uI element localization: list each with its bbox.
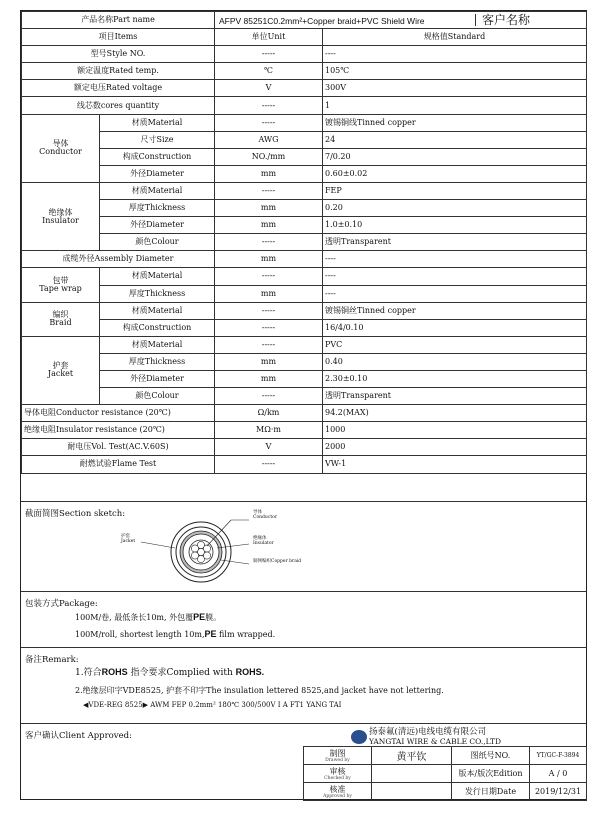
tape-thickness-unit: mm (215, 285, 323, 302)
jacket-colour-label: 颜色Colour (100, 388, 215, 405)
insulator-thickness-unit: mm (215, 200, 323, 217)
insulator-colour-label: 颜色Colour (100, 234, 215, 251)
tape-group: 包带 Tape wrap (22, 268, 100, 302)
jacket-thickness-value: 0.40 (323, 353, 587, 370)
signature-table (303, 746, 587, 801)
conductor-diameter-label: 外径Diameter (100, 165, 215, 182)
conductor-size-value: 24 (323, 131, 587, 148)
package-label: 包装方式Package: (25, 599, 98, 609)
conductor-diameter-unit: mm (215, 165, 323, 182)
package-line-1: 100M/卷, 最低条长10m, 外包覆PE膜。 (75, 612, 222, 622)
conductor-diameter-value: 0.60±0.02 (323, 165, 587, 182)
checked-by-name (372, 765, 452, 783)
company-name: 扬泰氟(清远)电线电缆有限公司 YANGTAI WIRE & CABLE CO.,LTD (369, 727, 502, 746)
cond-res-value: 94.2(MAX) (323, 405, 587, 422)
conductor-size-label: 尺寸Size (100, 131, 215, 148)
package-section (21, 591, 586, 648)
assembly-label: 成缆外径Assembly Diameter (22, 251, 215, 268)
style-label: 型号Style NO. (22, 46, 215, 63)
package-line-2: 100M/roll, shortest length 10m,PE film wrapped. (75, 629, 276, 639)
cond-res-label: 导体电阻Conductor resistance (20℃) (22, 405, 215, 422)
callout-jacket: 护套 Jacket (121, 534, 136, 545)
jacket-material-unit: ----- (215, 336, 323, 353)
assembly-value: ---- (323, 251, 587, 268)
vol-test-label: 耐电压Vol. Test(AC.V.60S) (22, 439, 215, 456)
ins-res-label: 绝缘电阻Insulator resistance (20℃) (22, 422, 215, 439)
conductor-construction-label: 构成Construction (100, 148, 215, 165)
cable-cross-section-icon (81, 508, 381, 590)
remark-line-3: ◀VDE-REG 8525▶ AWM FEP 0.2mm² 180℃ 300/500V I A FT1 YANG TAI (83, 701, 342, 709)
tape-material-label: 材质Material (100, 268, 215, 285)
drawing-no-value: YT/GC-F-3894 (530, 747, 587, 765)
flame-value: VW-1 (323, 456, 587, 473)
jacket-thickness-unit: mm (215, 353, 323, 370)
cores-unit: ----- (215, 97, 323, 114)
drawn-by-name: 黄平钦 (372, 747, 452, 765)
remark-section (21, 647, 586, 724)
style-unit: ----- (215, 46, 323, 63)
date-value: 2019/12/31 (530, 783, 587, 801)
cores-label: 线芯数cores quantity (22, 97, 215, 114)
tape-material-unit: ----- (215, 268, 323, 285)
braid-group: 编织 Braid (22, 302, 100, 336)
conductor-construction-unit: NO./mm (215, 148, 323, 165)
jacket-colour-value: 透明Transparent (323, 388, 587, 405)
insulator-colour-unit: ----- (215, 234, 323, 251)
remark-line-1: 1.符合ROHS 指令要求Complied with ROHS. (75, 667, 265, 678)
customer-name-label: 客户名称 (475, 14, 578, 26)
braid-construction-value: 16/4/0.10 (323, 319, 587, 336)
voltage-label: 额定电压Rated voltage (22, 80, 215, 97)
drawing-no-label: 图纸号NO. (452, 747, 530, 765)
date-label: 发行日期Date (452, 783, 530, 801)
approved-by-cell: 核准 Approved by (304, 783, 372, 801)
approval-section (21, 723, 586, 802)
jacket-diameter-label: 外径Diameter (100, 370, 215, 387)
insulator-material-unit: ----- (215, 182, 323, 199)
callout-braid: 铜网编织Copper braid (253, 559, 302, 564)
ins-res-unit: MΩ·m (215, 422, 323, 439)
items-header: 项目Items (22, 29, 215, 46)
drawn-by-cell: 制图 Drawed by (304, 747, 372, 765)
edition-value: A / 0 (530, 765, 587, 783)
assembly-unit: mm (215, 251, 323, 268)
spec-table (21, 11, 587, 474)
insulator-group: 绝缘体 Insulator (22, 182, 100, 250)
conductor-material-label: 材质Material (100, 114, 215, 131)
product-name-label: 产品名称Part name (22, 12, 215, 29)
insulator-material-value: FEP (323, 182, 587, 199)
conductor-group: 导体 Conductor (22, 114, 100, 182)
braid-material-unit: ----- (215, 302, 323, 319)
conductor-construction-value: 7/0.20 (323, 148, 587, 165)
spec-sheet (20, 10, 587, 800)
jacket-group: 护套 Jacket (22, 336, 100, 404)
insulator-colour-value: 透明Transparent (323, 234, 587, 251)
temp-value: 105℃ (323, 63, 587, 80)
voltage-unit: V (215, 80, 323, 97)
jacket-material-value: PVC (323, 336, 587, 353)
braid-construction-label: 构成Construction (100, 319, 215, 336)
insulator-diameter-unit: mm (215, 217, 323, 234)
remark-label: 备注Remark: (25, 655, 79, 665)
tape-thickness-value: ---- (323, 285, 587, 302)
braid-material-value: 镀锡铜丝Tinned copper (323, 302, 587, 319)
section-label: 截面简图Section sketch: (25, 509, 126, 519)
jacket-thickness-label: 厚度Thickness (100, 353, 215, 370)
vol-test-unit: V (215, 439, 323, 456)
jacket-diameter-value: 2.30±0.10 (323, 370, 587, 387)
client-approved-label: 客户确认Client Approved: (25, 731, 132, 741)
braid-material-label: 材质Material (100, 302, 215, 319)
unit-header: 单位Unit (215, 29, 323, 46)
style-value: ---- (323, 46, 587, 63)
conductor-material-value: 镀锡铜线Tinned copper (323, 114, 587, 131)
edition-label: 版本/版次Edition (452, 765, 530, 783)
ins-res-value: 1000 (323, 422, 587, 439)
insulator-diameter-label: 外径Diameter (100, 217, 215, 234)
insulator-thickness-value: 0.20 (323, 200, 587, 217)
callout-conductor: 导体 Conductor (253, 510, 278, 521)
approved-by-name (372, 783, 452, 801)
jacket-material-label: 材质Material (100, 336, 215, 353)
flame-unit: ----- (215, 456, 323, 473)
checked-by-cell: 审核 Checked by (304, 765, 372, 783)
product-name-value: AFPV 85251C0.2mm²+Copper braid+PVC Shield Wire 客户名称 (215, 12, 587, 29)
remark-line-2: 2.绝缘层印字VDE8525, 护套不印字The insulation lettered 8525,and jacket have not lettering. (75, 686, 444, 695)
cores-value: 1 (323, 97, 587, 114)
braid-construction-unit: ----- (215, 319, 323, 336)
company-logo-icon (351, 730, 367, 744)
flame-label: 耐燃试验Flame Test (22, 456, 215, 473)
tape-material-value: ---- (323, 268, 587, 285)
cond-res-unit: Ω/km (215, 405, 323, 422)
section-sketch (21, 501, 586, 592)
temp-unit: ℃ (215, 63, 323, 80)
insulator-diameter-value: 1.0±0.10 (323, 217, 587, 234)
insulator-thickness-label: 厚度Thickness (100, 200, 215, 217)
temp-label: 额定温度Rated temp. (22, 63, 215, 80)
jacket-colour-unit: ----- (215, 388, 323, 405)
callout-insulator: 绝缘体 Insulator (253, 536, 274, 547)
insulator-material-label: 材质Material (100, 182, 215, 199)
conductor-material-unit: ----- (215, 114, 323, 131)
vol-test-value: 2000 (323, 439, 587, 456)
tape-thickness-label: 厚度Thickness (100, 285, 215, 302)
jacket-diameter-unit: mm (215, 370, 323, 387)
voltage-value: 300V (323, 80, 587, 97)
conductor-size-unit: AWG (215, 131, 323, 148)
standard-header: 规格值Standard (323, 29, 587, 46)
